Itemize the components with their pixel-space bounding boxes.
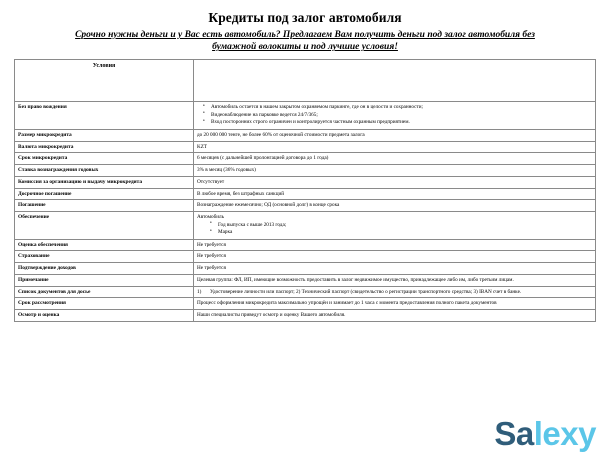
row-label: Без право вождения [15,102,194,130]
row-label: Досрочное погашение [15,188,194,200]
row-value [194,286,596,298]
list-item: • Марка [213,229,592,236]
table-header-row [15,60,596,102]
page-subtitle-line-2: бумажной волокиты и под лучшие условия! [212,42,398,53]
row-label: Подтверждение доходов [15,263,194,275]
table-header-values [194,60,596,102]
page-subtitle [25,29,585,53]
table-header-conditions: Условия [15,60,194,102]
row-label: Осмотр и оценка [15,310,194,322]
row-value: до 20 000 000 тенге, не более 60% от оценочной стоимости предмета залога [194,129,596,141]
row-value-number: 1) [197,288,202,295]
row-value: Вознаграждение ежемесячно; ОД (основной долг) в конце срока [194,200,596,212]
bullet-list [197,104,592,126]
table-row [15,176,596,188]
watermark-part-2: lexy [533,415,596,452]
table-row [15,129,596,141]
table-row [15,165,596,177]
row-label: Валюта микрокредита [15,141,194,153]
table-row [15,212,596,240]
row-label: Страхование [15,251,194,263]
row-value: В любое время, без штрафных санкций [194,188,596,200]
table-row [15,274,596,286]
conditions-table [14,59,596,322]
table-row [15,239,596,251]
row-label: Оценка обеспечения [15,239,194,251]
row-label: Срок рассмотрения [15,298,194,310]
row-value: Не требуется [194,239,596,251]
row-label: Размер микрокредита [15,129,194,141]
row-value: Не требуется [194,251,596,263]
list-item: • Вход посторонних строго ограничен и контролируется частным охранным предприятием. [206,119,592,126]
row-value: Наши специалисты приведут осмотр и оценку Вашего автомобиля. [194,310,596,322]
row-label: Список документов для досье [15,286,194,298]
table-row [15,286,596,298]
row-value: Целевая группа: ФЛ, ИП, имеющие возможность предоставить в залог недвижимое имущество, принадлежащее либо им, либо третьим лицам. [194,274,596,286]
row-value: 3% в месяц (36% годовых) [194,165,596,177]
page-title: Кредиты под залог автомобиля [208,10,402,25]
row-label: Ставка вознаграждения годовых [15,165,194,177]
row-value: Не требуется [194,263,596,275]
row-value: 6 месяцев (с дальнейшей пролонгацией договора до 1 года) [194,153,596,165]
list-item: • Видеонаблюдение на парковке ведется 24/7/365; [206,112,592,119]
table-row [15,102,596,130]
table-row [15,310,596,322]
table-row [15,298,596,310]
row-value [194,212,596,240]
table-row [15,141,596,153]
watermark-part-1: Sa [494,415,534,452]
row-value-text: Удостоверение личности или паспорт; 2) Технический паспорт (свидетельство о регистрации транспортного средства; 3) IBAN счет в банке. [210,288,522,295]
row-value [194,102,596,130]
row-label: Обеспечение [15,212,194,240]
table-row [15,263,596,275]
table-row [15,251,596,263]
bullet-list [197,222,592,236]
row-label: Примечание [15,274,194,286]
row-value: Процесс оформления микрокредита максимально упрощён и занимает до 1 часа с момента предоставления полного пакета документов [194,298,596,310]
list-item: • Автомобиль остается в нашем закрытом охраняемом паркинге, где он в целости и сохранности; [206,104,592,111]
row-value-main: Автомобиль [197,214,225,221]
page-subtitle-line-1: Срочно нужны деньги и у Вас есть автомобиль? Предлагаем Вам получить деньги под залог автомобиля без [75,30,535,40]
row-label: Комиссия за организацию и выдачу микрокредита [15,176,194,188]
row-value: Отсутствует [194,176,596,188]
row-label: Погашение [15,200,194,212]
table-row [15,153,596,165]
watermark-logo [494,417,596,450]
table-row [15,188,596,200]
row-label: Срок микрокредита [15,153,194,165]
row-value: KZT [194,141,596,153]
table-row [15,200,596,212]
list-item: • Год выпуска с выше 2013 года; [213,222,592,229]
